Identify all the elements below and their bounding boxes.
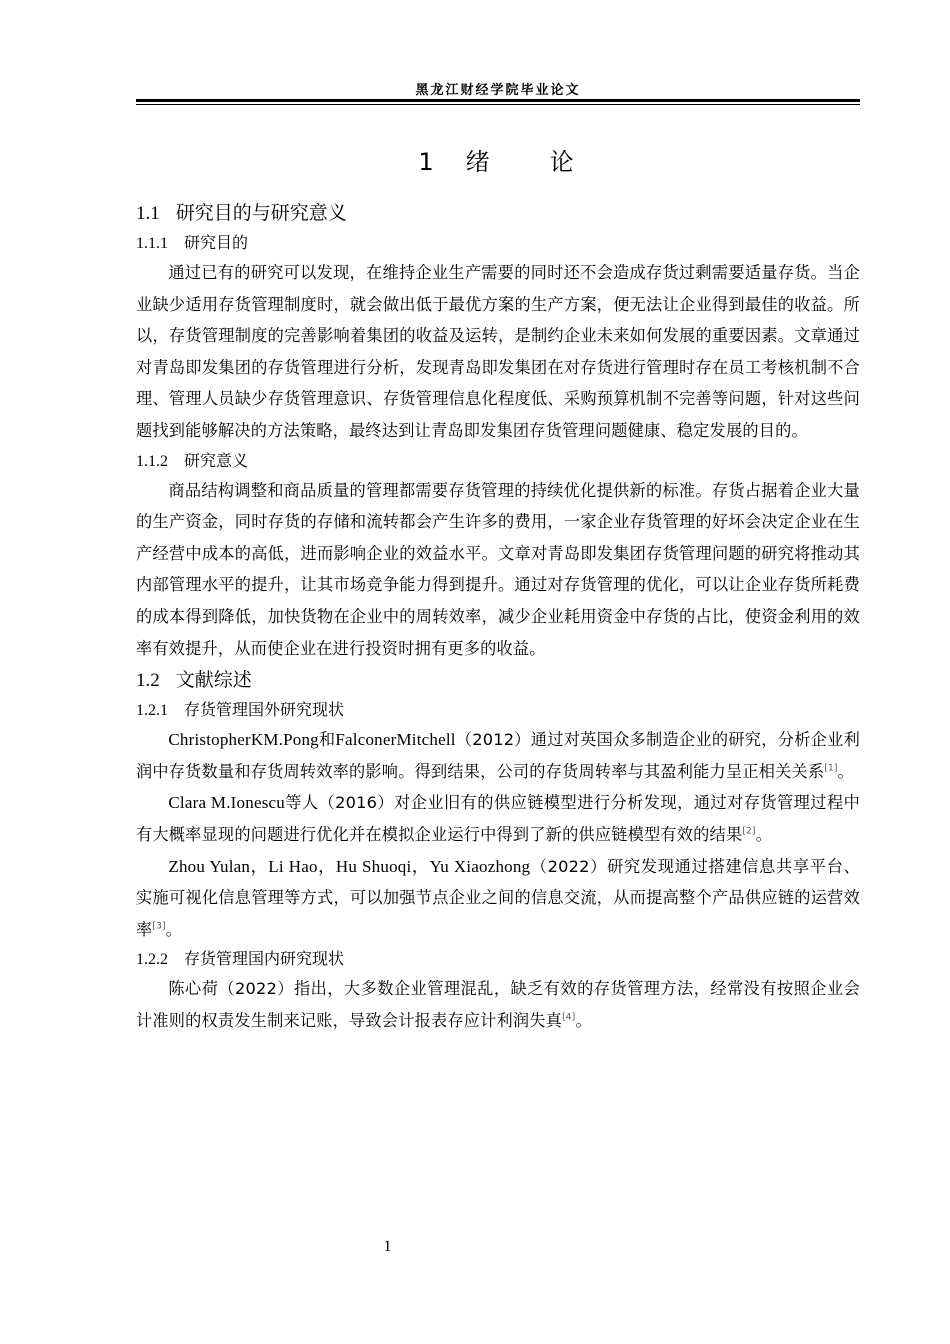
page-number: 1 xyxy=(383,1238,392,1255)
paragraph-text: （2022）研究发现通过搭建信息共享平台、实施可视化信息管理等方式，可以加强节点企业之间的信息交流，从而提高整个产品供应链的运营效率 xyxy=(136,856,860,939)
paragraph-research-purpose: 通过已有的研究可以发现，在维持企业生产需要的同时还不会造成存货过剩需要适量存货。当企业缺少适用存货管理制度时，就会做出低于最优方案的生产方案，便无法让企业得到最佳的收益。所以，存货管理制度的完善影响着集团的收益及运转，是制约企业未来如何发展的重要因素。文章通过对青岛即发集团的存货管理进行分析，发现青岛即发集团在对存货进行管理时存在员工考核机制不合理、管理人员缺少存货管理意识、存货管理信息化程度低、采购预算机制不完善等问题，针对这些问题找到能够解决的方法策略，最终达到让青岛即发集团存货管理问题健康、稳定发展的目的。 xyxy=(136,263,860,440)
paragraph-text: 陈心荷（2022）指出，大多数企业管理混乱，缺乏有效的存货管理方法，经常没有按照企业会计准则的权责发生制来记账，导致会计报表存应计利润失真 xyxy=(136,979,860,1030)
section-heading-1-1 xyxy=(136,197,860,229)
section-number: 1.2 xyxy=(136,670,160,692)
subsection-number: 1.1.1 xyxy=(136,235,168,252)
paragraph-research-significance: 商品结构调整和商品质量的管理都需要存货管理的持续优化提供新的标准。存货占据着企业大量的生产资金，同时存货的存储和流转都会产生许多的费用，一家企业存货管理的好坏会决定企业在生产经营中成本的高低，进而影响企业的效益水平。文章对青岛即发集团存货管理问题的研究将推动其内部管理水平的提升，让其市场竞争能力得到提升。通过对存货管理的优化，可以让企业存货所耗费的成本得到降低，加快货物在企业中的周转效率，减少企业耗用资金中存货的占比，使资金利用的效率有效提升，从而使企业在进行投资时拥有更多的收益。 xyxy=(136,480,860,658)
citation-ref[interactable]: [3] xyxy=(152,921,166,932)
subsection-heading-1-2-2 xyxy=(136,945,860,973)
running-header: 黑龙江财经学院毕业论文 xyxy=(415,83,581,98)
header-rule-thin xyxy=(136,104,860,105)
sentence-end: 。 xyxy=(837,761,855,781)
author-name: Zhou Yulan，Li Hao，Hu Shuoqi，Yu Xiaozhong xyxy=(168,856,531,876)
paragraph-foreign-study-3 xyxy=(136,851,860,946)
paragraph-text: 等人（2016）对企业旧有的供应链模型进行分析发现，通过对存货管理过程中有大概率显现的问题进行优化并在模拟企业运行中得到了新的供应链模型有效的结果 xyxy=(136,793,860,844)
paragraph-text: （2012）通过对英国众多制造企业的研究，分析企业利润中存货数量和存货周转效率的影响。得到结果，公司的存货周转率与其盈利能力呈正相关关系 xyxy=(136,730,860,781)
subsection-heading-1-1-2 xyxy=(136,447,860,475)
author-name: FalconerMitchell xyxy=(335,730,456,750)
paragraph-foreign-study-1 xyxy=(136,724,860,787)
subsection-title: 存货管理国外研究现状 xyxy=(184,700,345,720)
sentence-end: 。 xyxy=(165,919,183,939)
paragraph-domestic-study-1 xyxy=(136,973,860,1036)
section-heading-1-2 xyxy=(136,664,860,696)
subsection-heading-1-2-1 xyxy=(136,696,860,724)
subsection-heading-1-1-1 xyxy=(136,229,860,257)
sentence-end: 。 xyxy=(575,1010,592,1030)
chapter-title: 1 绪 论 xyxy=(418,148,578,176)
conjunction: 和 xyxy=(318,730,336,750)
section-title: 文献综述 xyxy=(175,669,252,692)
citation-ref[interactable]: [1] xyxy=(824,763,838,774)
subsection-number: 1.2.1 xyxy=(136,702,168,720)
section-title: 研究目的与研究意义 xyxy=(175,202,347,224)
author-name: ChristopherKM.Pong xyxy=(168,730,319,750)
subsection-title: 存货管理国内研究现状 xyxy=(184,949,345,969)
subsection-title: 研究目的 xyxy=(184,233,249,252)
citation-ref[interactable]: [2] xyxy=(742,826,756,837)
author-name: Clara M.Ionescu xyxy=(168,793,285,813)
subsection-number: 1.2.2 xyxy=(136,951,168,969)
body-content xyxy=(136,136,860,1036)
citation-ref[interactable]: [4] xyxy=(562,1012,576,1023)
sentence-end: 。 xyxy=(755,824,773,844)
section-number: 1.1 xyxy=(136,203,160,224)
subsection-number: 1.1.2 xyxy=(136,452,168,470)
header-rule-thick xyxy=(136,99,860,102)
paragraph-foreign-study-2 xyxy=(136,787,860,850)
subsection-title: 研究意义 xyxy=(184,450,249,470)
